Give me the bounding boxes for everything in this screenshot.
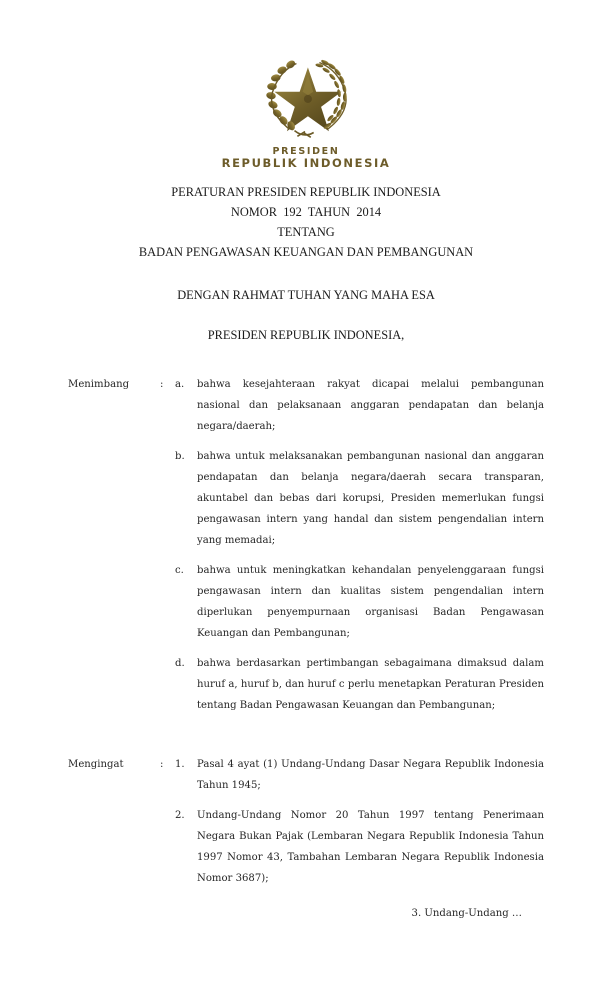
clause-row — [68, 805, 544, 889]
clause-row — [68, 653, 544, 716]
clause-marker: 1. — [175, 759, 185, 770]
clause-text: bahwa untuk melaksanakan pembangunan nasional dan anggaran pendapatan dan belanja negara/daerah secara transparan, akuntabel dan bebas dari korupsi, Presiden memerlukan fungsi pengawasan intern yang handal dan sistem pengendalian intern yang memadai; — [197, 451, 544, 546]
clause-text: bahwa berdasarkan pertimbangan sebagaimana dimaksud dalam huruf a, huruf b, dan huruf c perlu menetapkan Peraturan Presiden tentang Badan Pengawasan Keuangan dan Pembangunan; — [197, 658, 544, 711]
clause-text: Pasal 4 ayat (1) Undang-Undang Dasar Negara Republik Indonesia Tahun 1945; — [197, 759, 544, 791]
emblem-caption-line1: PRESIDEN — [272, 146, 340, 157]
regulation-subject: BADAN PENGAWASAN KEUANGAN DAN PEMBANGUNAN — [138, 245, 474, 259]
enactment-line: DENGAN RAHMAT TUHAN YANG MAHA ESA — [177, 288, 435, 302]
emblem-caption — [0, 147, 612, 170]
clause-marker: a. — [175, 379, 185, 390]
mengingat-label: Mengingat — [68, 759, 124, 770]
section-menimbang — [68, 374, 544, 716]
menimbang-colon: : — [160, 379, 164, 390]
clause-row — [68, 446, 544, 551]
clause-text: Undang-Undang Nomor 20 Tahun 1997 tentang Penerimaan Negara Bukan Pajak (Lembaran Negara Republik Indonesia Tahun 1997 Nomor 43, Tambahan Lembaran Negara Republik Indonesia Nomor 3687); — [197, 810, 544, 884]
menimbang-label: Menimbang — [68, 379, 130, 390]
emblem-caption-line2: REPUBLIK INDONESIA — [221, 156, 391, 171]
clause-row — [68, 560, 544, 644]
indonesia-presidential-seal-icon — [258, 52, 354, 144]
clause-text: bahwa kesejahteraan rakyat dicapai melalui pembangunan nasional dan pelaksanaan anggaran pendapatan dan belanja negara/daerah; — [197, 379, 544, 432]
clause-marker: 2. — [175, 810, 185, 821]
clause-row — [68, 374, 544, 437]
institution-line: PRESIDEN REPUBLIK INDONESIA, — [207, 328, 405, 342]
clause-marker: b. — [175, 451, 185, 462]
wreath-tie — [295, 131, 314, 138]
regulation-about-label: TENTANG — [277, 225, 335, 239]
presidential-emblem-block — [0, 52, 612, 170]
continuation-note: 3. Undang-Undang … — [411, 908, 522, 919]
clause-marker: c. — [175, 565, 184, 576]
clause-marker: d. — [175, 658, 185, 669]
document-heading — [0, 182, 612, 262]
regulation-title: PERATURAN PRESIDEN REPUBLIK INDONESIA — [171, 185, 441, 199]
regulation-number: NOMOR 192 TAHUN 2014 — [230, 205, 382, 219]
clause-text: bahwa untuk meningkatkan kehandalan penyelenggaraan fungsi pengawasan intern dan kualitas sistem pengendalian intern diperlukan penyempurnaan organisasi Badan Pengawasan Keuangan dan Pembangunan; — [197, 565, 544, 639]
clause-row — [68, 754, 544, 796]
mengingat-colon: : — [160, 759, 164, 770]
section-mengingat — [68, 754, 544, 889]
